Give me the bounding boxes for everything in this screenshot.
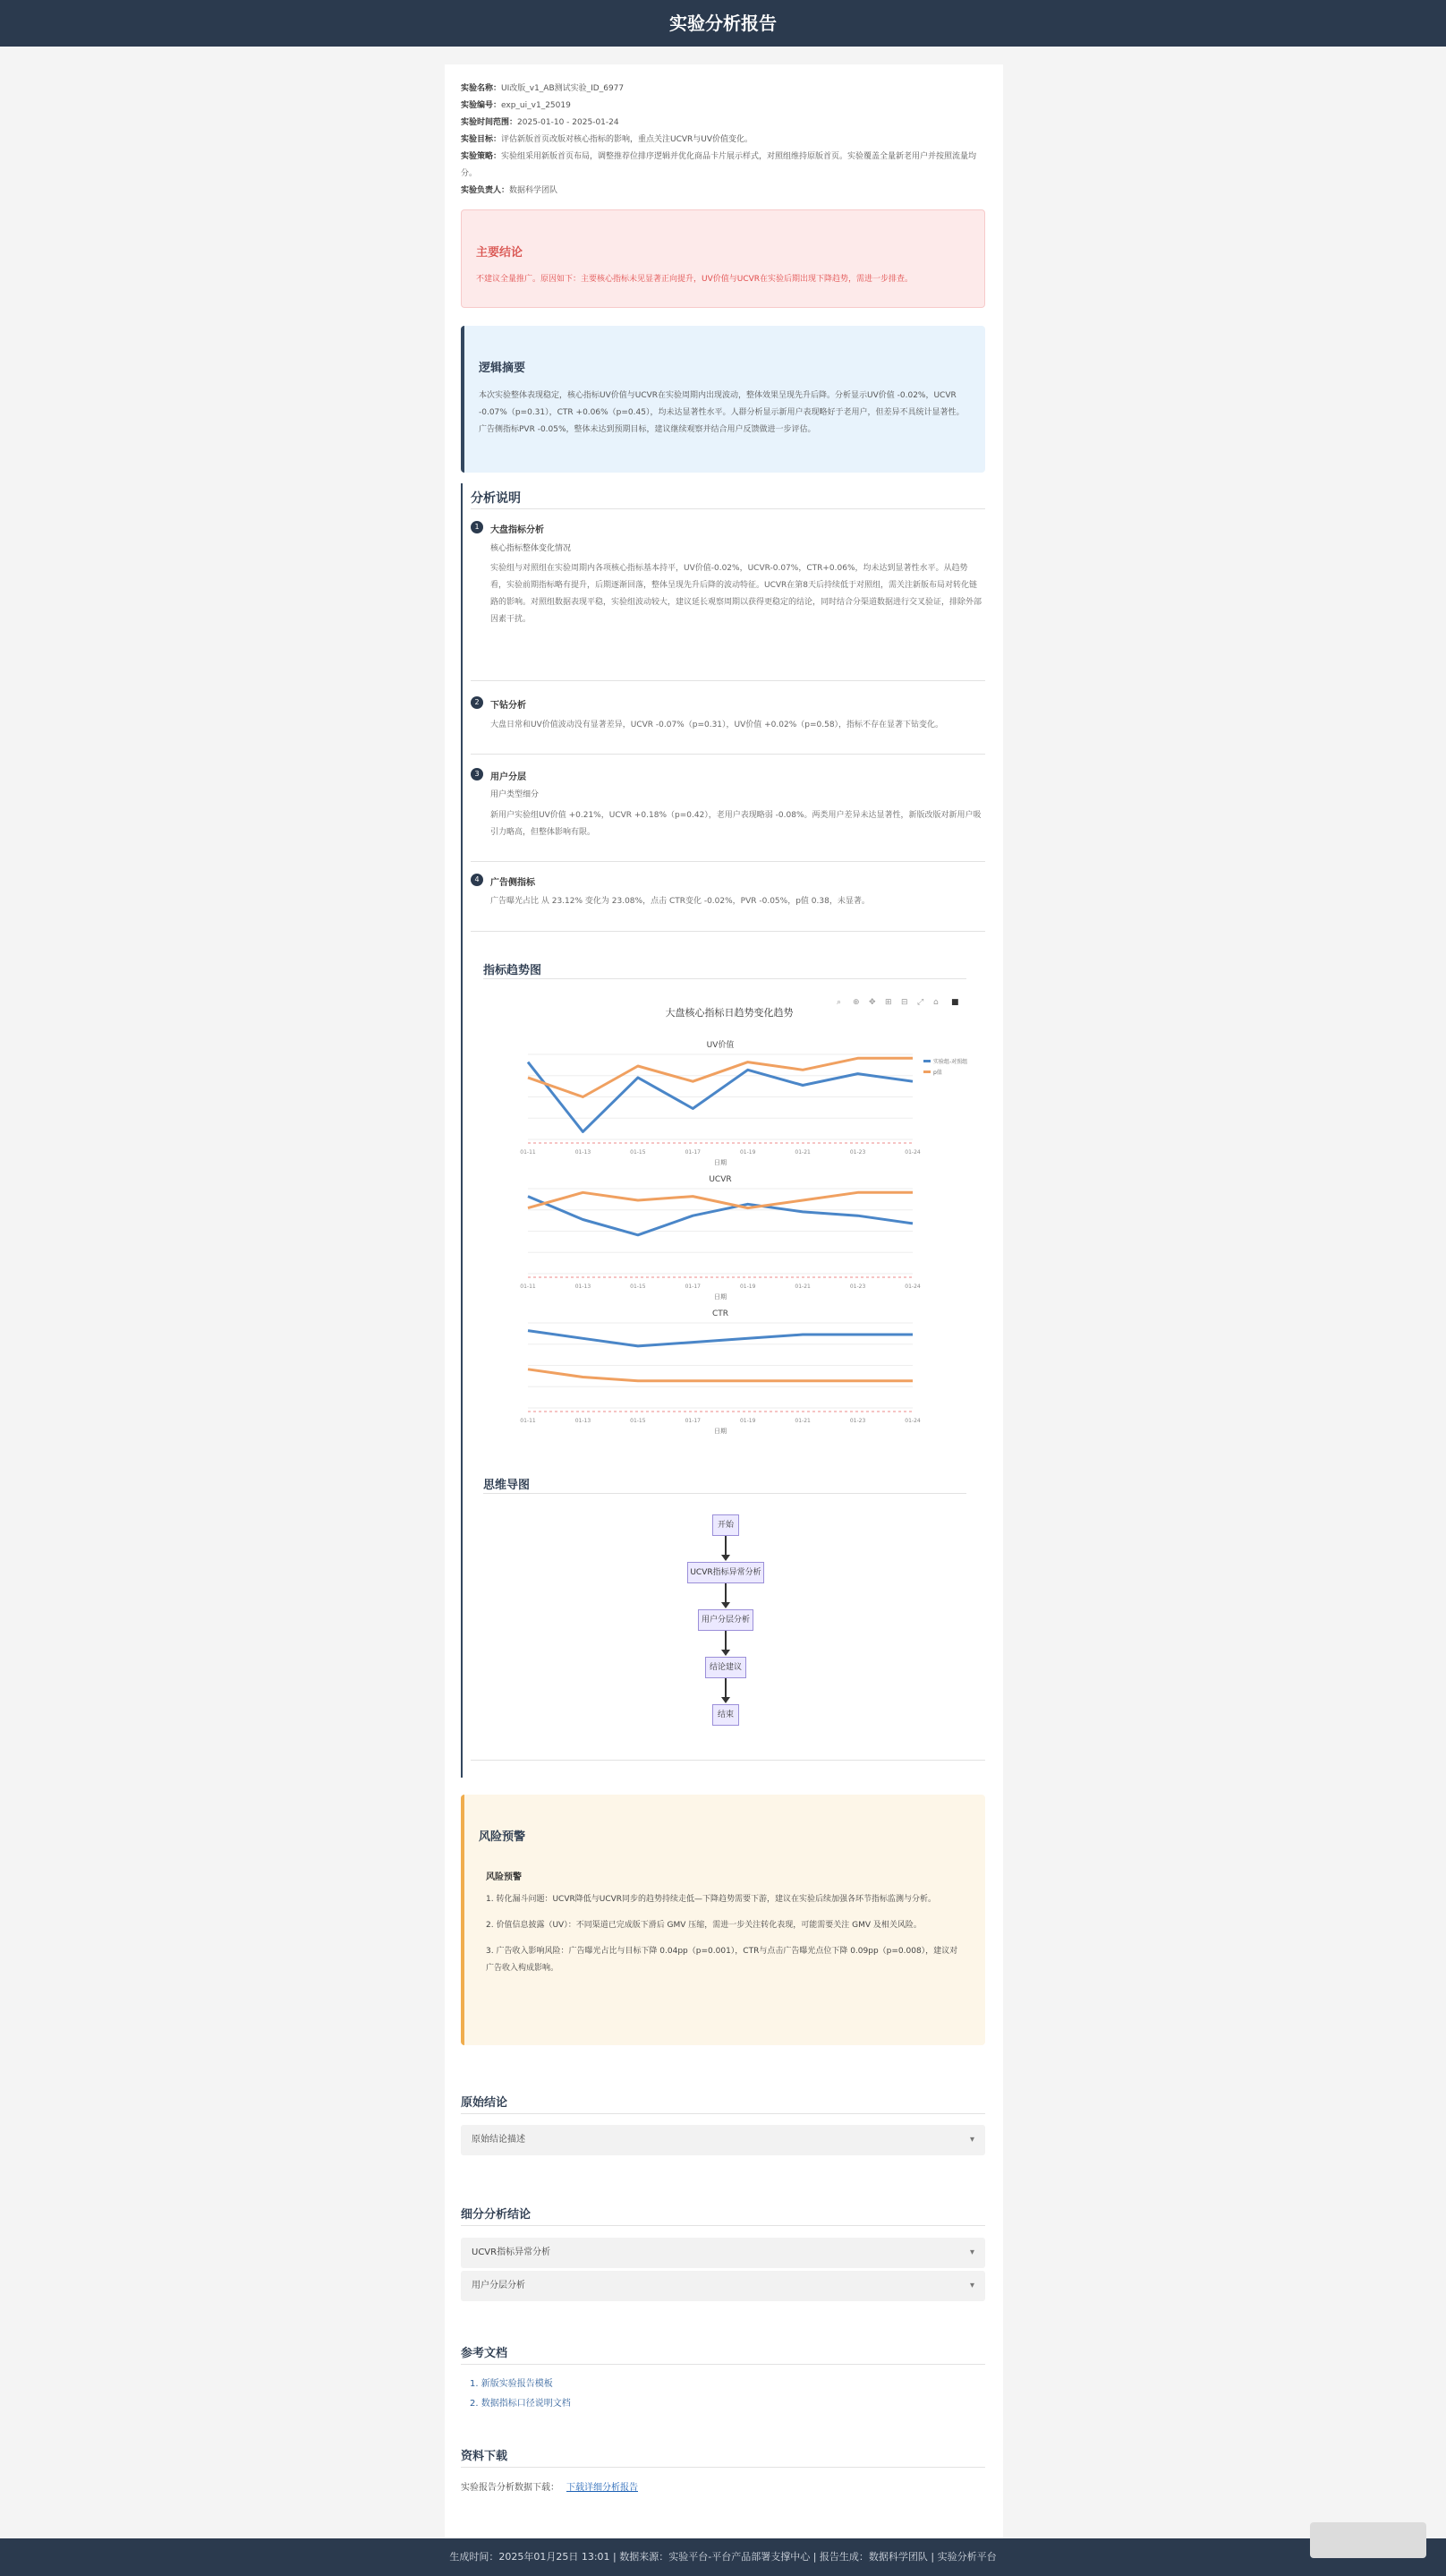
- mindmap-title: 思维导图: [483, 1479, 531, 1492]
- divider: [471, 931, 985, 932]
- x-tick-label: 01-21: [795, 1149, 811, 1156]
- step-subtitle: 核心指标整体变化情况: [490, 544, 572, 553]
- reset-icon[interactable]: ⌂: [933, 998, 939, 1007]
- x-tick-label: 01-13: [574, 1284, 591, 1290]
- download-title: 资料下载: [461, 2450, 508, 2463]
- step-number: 1: [471, 521, 483, 533]
- footer: 生成时间：2025年01月25日 13:01 | 数据来源：实验平台-平台产品部署支撑中心 | 报告生成：数据科学团队 | 实验分析平台: [0, 2538, 1446, 2576]
- x-tick-label: 01-15: [630, 1149, 646, 1156]
- step-title: 下钻分析: [490, 701, 526, 711]
- divider: [483, 1493, 966, 1494]
- x-tick-label: 01-23: [849, 1284, 866, 1290]
- step-text: 新用户实验组UV价值 +0.21%，UCVR +0.18%（p=0.42），老用户表现略弱 -0.08%。两类用户差异未达显著性，新版改版对新用户吸引力略高，但整体影响有限。: [490, 811, 982, 837]
- legend-swatch: [923, 1070, 931, 1073]
- risk-item: 2. 价值信息披露（UV）：不同渠道已完成版下滑后 GMV 压缩，需进一步关注转化表现，可能需要关注 GMV 及相关风险。: [486, 1921, 922, 1930]
- step-title: 大盘指标分析: [490, 525, 544, 535]
- x-tick-label: 01-17: [685, 1284, 702, 1290]
- trend-title: 指标趋势图: [483, 964, 542, 977]
- divider: [461, 2364, 985, 2365]
- experiment-meta: [461, 81, 989, 200]
- detailed-accordion-segment[interactable]: 用户分层分析 ▾: [461, 2271, 985, 2301]
- x-tick-label: 01-23: [849, 1149, 866, 1156]
- risk-subtitle: 风险预警: [486, 1872, 522, 1882]
- flow-node-end: 结束: [712, 1704, 739, 1726]
- zoom-in-icon[interactable]: ⊞: [885, 998, 892, 1007]
- legend-entry: p值: [933, 1070, 942, 1076]
- zoom-out-icon[interactable]: ⊟: [901, 998, 908, 1007]
- meta-row: 实验负责人：数据科学团队: [461, 186, 558, 195]
- conclusion-title: 原始结论: [461, 2096, 508, 2110]
- x-tick-label: 01-15: [630, 1418, 646, 1424]
- alert-text: 不建议全量推广。原因如下：主要核心指标未见显著正向提升，UV价值与UCVR在实验后期出现下降趋势，需进一步排查。: [476, 275, 914, 284]
- legend-swatch: [923, 1060, 931, 1062]
- divider: [471, 861, 985, 862]
- x-tick-label: 01-21: [795, 1284, 811, 1290]
- plotly-logo-icon: ■: [951, 998, 959, 1007]
- flow-arrow: [725, 1536, 727, 1556]
- step-title: 用户分层: [490, 772, 526, 782]
- series-line: [528, 1369, 913, 1381]
- divider: [461, 2467, 985, 2468]
- x-tick-label: 01-21: [795, 1418, 811, 1424]
- scroll-to-top-widget[interactable]: [1310, 2522, 1426, 2558]
- conclusion-accordion[interactable]: 原始结论描述 ▾: [461, 2125, 985, 2155]
- summary-text: 本次实验整体表现稳定，核心指标UV价值与UCVR在实验周期内出现波动，整体效果呈现先升后降。分析显示UV价值 -0.02%，UCVR -0.07%（p=0.31），CTR +0.06%（p=0.45），均未达显著性水平。人群分析显示新用户表现略好于老用户，但差异不具统计显著性。广告侧指标PVR -0.05%，整体未达到预期目标，建议继续观察并结合用户反馈做进一步评估。: [479, 391, 965, 434]
- x-axis-label: 日期: [714, 1293, 727, 1301]
- divider: [461, 2113, 985, 2114]
- panel-title: UV价值: [706, 1041, 735, 1050]
- legend-entry: 实验组-对照组: [933, 1059, 968, 1065]
- meta-row: 实验编号：exp_ui_v1_25019: [461, 101, 571, 110]
- series-line: [528, 1192, 913, 1207]
- page-title: 实验分析报告: [0, 0, 1446, 47]
- risk-item: 1. 转化漏斗问题：UCVR降低与UCVR同步的趋势持续走低—下降趋势需要下游，建议在实验后续加强各环节指标监测与分析。: [486, 1895, 937, 1904]
- risk-item: 3. 广告收入影响风险：广告曝光占比与目标下降 0.04pp（p=0.001），CTR与点击广告曝光点位下降 0.09pp（p=0.008），建议对广告收入构成影响。: [486, 1947, 958, 1973]
- flow-node-conclusion: 结论建议: [705, 1657, 746, 1678]
- step-text: 广告曝光占比 从 23.12% 变化为 23.08%，点击 CTR变化 -0.02%，PVR -0.05%，p值 0.38，未显著。: [490, 897, 870, 906]
- trend-chart: [479, 985, 984, 1437]
- pan-icon[interactable]: ✥: [869, 998, 876, 1007]
- x-tick-label: 01-13: [574, 1418, 591, 1424]
- divider: [471, 680, 985, 681]
- chevron-down-icon: ▾: [969, 2135, 974, 2145]
- divider: [483, 978, 966, 979]
- meta-row: 实验时间范围：2025-01-10 - 2025-01-24: [461, 118, 619, 127]
- reference-link[interactable]: 1. 新版实验报告模板: [470, 2379, 553, 2389]
- meta-row: 实验目标：评估新版首页改版对核心指标的影响，重点关注UCVR与UV价值变化。: [461, 135, 753, 144]
- reference-link[interactable]: 2. 数据指标口径说明文档: [470, 2399, 571, 2409]
- meta-row: 实验策略：实验组采用新版首页布局，调整推荐位排序逻辑并优化商品卡片展示样式，对照组维持原版首页。实验覆盖全量新老用户并按照流量均分。: [461, 152, 977, 178]
- flow-arrow: [725, 1583, 727, 1603]
- step-number: 3: [471, 768, 483, 780]
- panel-title: CTR: [711, 1309, 729, 1318]
- references-title: 参考文档: [461, 2347, 508, 2360]
- x-tick-label: 01-24: [905, 1149, 921, 1156]
- x-tick-label: 01-11: [520, 1418, 536, 1424]
- download-link[interactable]: 下载详细分析报告: [566, 2483, 638, 2493]
- x-tick-label: 01-13: [574, 1149, 591, 1156]
- divider: [471, 754, 985, 755]
- divider: [461, 2225, 985, 2226]
- risk-warning: [461, 1795, 985, 2045]
- step-text: 大盘日常和UV价值波动没有显著差异，UCVR -0.07%（p=0.31），UV价值 +0.02%（p=0.58），指标不存在显著下钻变化。: [490, 721, 944, 729]
- detailed-accordion-ucvr[interactable]: UCVR指标异常分析 ▾: [461, 2238, 985, 2268]
- chart-title: 大盘核心指标日趋势变化趋势: [665, 1007, 794, 1019]
- chart-toolbar[interactable]: [837, 998, 959, 1007]
- step-number: 2: [471, 696, 483, 709]
- series-line: [528, 1058, 913, 1096]
- x-tick-label: 01-11: [520, 1284, 536, 1290]
- download-row: 实验报告分析数据下载： 下载详细分析报告: [461, 2483, 638, 2493]
- x-tick-label: 01-19: [739, 1149, 756, 1156]
- x-tick-label: 01-15: [630, 1284, 646, 1290]
- chevron-down-icon: ▾: [969, 2248, 974, 2257]
- flow-node-segment: 用户分层分析: [698, 1609, 753, 1631]
- x-tick-label: 01-24: [905, 1284, 921, 1290]
- flow-node-ucvr: UCVR指标异常分析: [687, 1562, 764, 1583]
- alert-title: 主要结论: [476, 246, 523, 260]
- zoom-icon[interactable]: ⊕: [853, 998, 860, 1007]
- x-axis-label: 日期: [714, 1428, 727, 1435]
- detailed-title: 细分分析结论: [461, 2208, 532, 2222]
- x-tick-label: 01-19: [739, 1284, 756, 1290]
- x-tick-label: 01-23: [849, 1418, 866, 1424]
- flow-node-start: 开始: [712, 1514, 739, 1536]
- summary-title: 逻辑摘要: [479, 362, 526, 375]
- autoscale-icon[interactable]: ⤢: [917, 998, 924, 1007]
- x-axis-label: 日期: [714, 1159, 727, 1166]
- x-tick-label: 01-19: [739, 1418, 756, 1424]
- x-tick-label: 01-17: [685, 1149, 702, 1156]
- x-tick-label: 01-17: [685, 1418, 702, 1424]
- panel-title: UCVR: [709, 1175, 732, 1184]
- x-tick-label: 01-11: [520, 1149, 536, 1156]
- step-title: 广告侧指标: [490, 878, 535, 888]
- divider: [471, 508, 985, 509]
- flow-arrow: [725, 1631, 727, 1651]
- step-subtitle: 用户类型细分: [490, 790, 540, 799]
- step-number: 4: [471, 874, 483, 886]
- logic-summary: [461, 326, 985, 473]
- divider: [471, 1760, 985, 1761]
- camera-icon[interactable]: ⌕: [837, 998, 842, 1007]
- x-tick-label: 01-24: [905, 1418, 921, 1424]
- meta-row: 实验名称：UI改版_v1_AB测试实验_ID_6977: [461, 84, 625, 93]
- chevron-down-icon: ▾: [969, 2281, 974, 2290]
- analysis-title: 分析说明: [471, 491, 521, 506]
- risk-title: 风险预警: [479, 1830, 526, 1844]
- flow-arrow: [725, 1678, 727, 1698]
- step-text: 实验组与对照组在实验周期内各项核心指标基本持平，UV价值-0.02%，UCVR-0.07%，CTR+0.06%，均未达到显著性水平。从趋势看，实验前期指标略有提升，后期逐渐回落，整体呈现先升后降的波动特征。UCVR在第8天后持续低于对照组，需关注新版布局对转化链路的影响。对照组数据表现平稳，实验组波动较大，建议延长观察周期以获得更稳定的结论，同时结合分渠道数据进行交叉验证，排除外部因素干扰。: [490, 564, 982, 624]
- main-conclusion-alert: [461, 209, 985, 308]
